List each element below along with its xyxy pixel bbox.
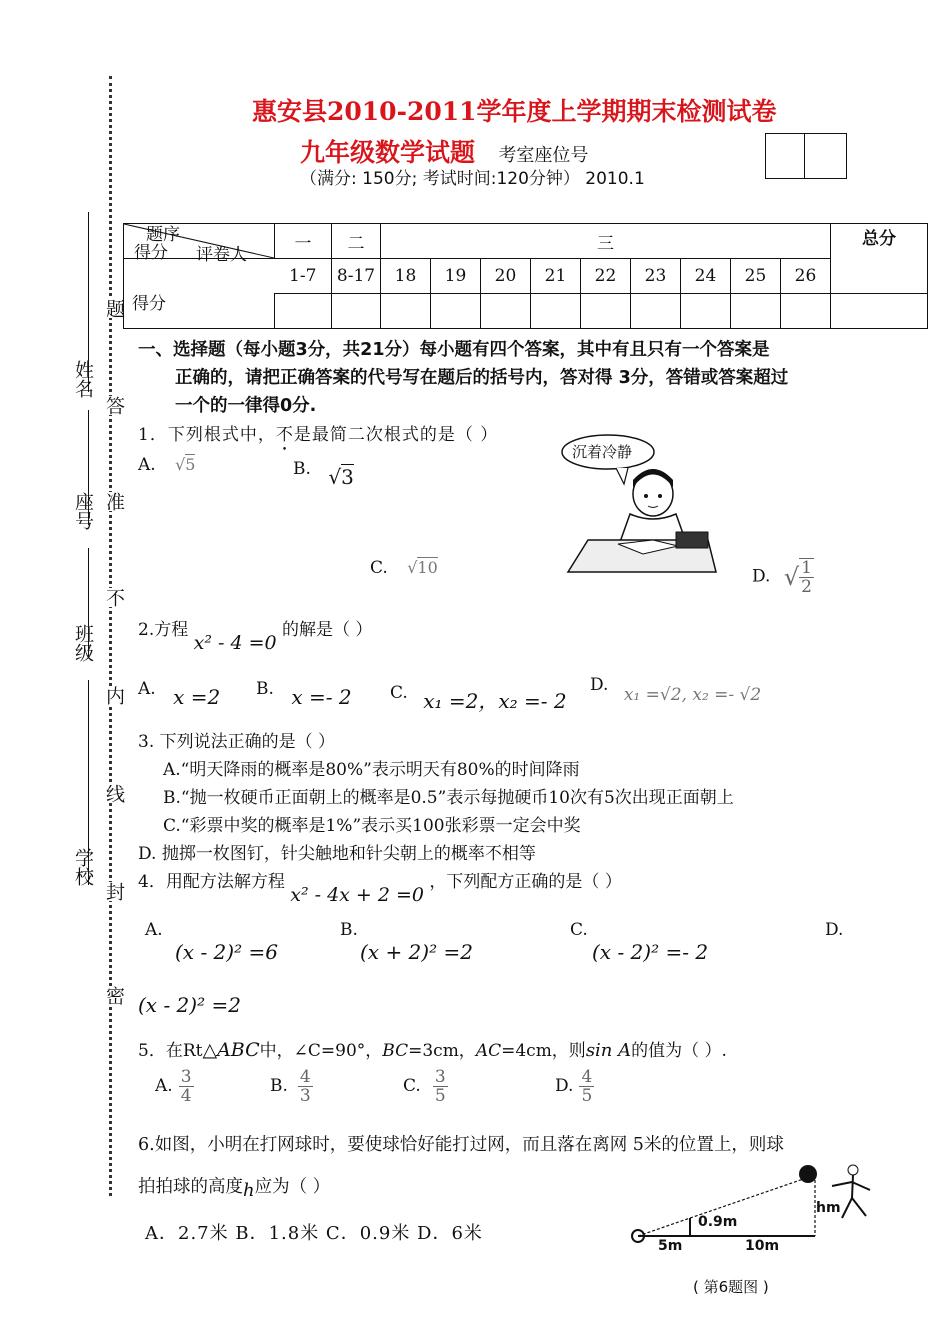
q5-option-a: A. $\frac{3}{4}$ [155,1067,192,1106]
margin-line [88,548,89,658]
q4-option-c: C. (x - 2)² =- 2 [570,920,709,964]
section1-line2: 正确的，请把正确答案的代号写在题后的括号内，答对得 3分，答错或答案超过 [175,368,789,388]
q2-stem: 2.方程 x² - 4 =0 的解是（ ） [138,620,373,654]
total-score: 总分 [831,224,928,294]
q5-option-b: B. $\frac{4}{3}$ [270,1067,311,1106]
margin-field-class: 班级 [72,624,94,662]
cartoon-caption: 沉着冷静 [572,443,633,461]
score-cell[interactable] [731,294,781,329]
q2-option-d: D. x₁ =√2, x₂ =- √2 [590,675,762,705]
q4-equation: x² - 4x + 2 =0 [290,884,425,906]
q1-option-b: B. √3 [293,459,354,489]
q1-a-value: 5 [185,455,196,474]
q1-option-d: D. √ $\frac{1}{2}$ [752,558,812,597]
net-height-label: 0.9m [698,1214,738,1230]
q5-option-d: D. $\frac{4}{5}$ [555,1067,593,1106]
section-three: 三 [381,224,831,259]
q6-line2: 拍拍球的高度h应为（ ） [138,1177,331,1201]
range-cell: 25 [731,259,781,294]
margin-char: 线 [101,784,128,803]
score-cell[interactable] [381,294,431,329]
q4-option-d-label: D. [825,920,844,940]
section-one: 一 [275,224,332,259]
score-cell[interactable] [781,294,831,329]
range-cell: 23 [631,259,681,294]
score-label: 得分 [132,294,166,314]
score-cell[interactable] [681,294,731,329]
q1-option-c: C. √10 [370,558,438,578]
score-cell[interactable] [581,294,631,329]
range-cell: 1-7 [275,259,332,294]
q2-option-c: C. x₁ =2，x₂ =- 2 [390,683,567,713]
figure-caption: ( 第6题图 ) [693,1278,769,1296]
seat-label: 考室座位号 [498,145,589,166]
margin-char: 准 [101,492,128,511]
margin-char: 封 [101,882,128,901]
grader-cell [124,259,275,329]
diag-cell [124,224,275,265]
range-cell: 19 [431,259,481,294]
q5-option-c: C. $\frac{3}{5}$ [403,1067,446,1106]
q2-option-b: B. x =- 2 [256,679,352,709]
score-cell[interactable] [831,294,928,329]
section1-heading: 一、选择题（每小题3分，共21分）每小题有四个答案，其中有且只有一个答案是 [138,340,770,360]
score-cell[interactable] [481,294,531,329]
diag-bottom-left: 得分 [134,243,168,263]
q3-stem: 3. 下列说法正确的是（ ） [138,732,336,752]
q3-option-b: B.“抛一枚硬币正面朝上的概率是0.5”表示每抛硬币10次有5次出现正面朝上 [163,788,734,808]
q1-emphasis: 不 [275,425,294,445]
q2-option-a: A. x =2 [138,679,221,709]
score-cell[interactable] [275,294,332,329]
q5-stem: 5．在Rt△ABC中，∠C=90°，BC=3cm，AC=4cm，则sin A的值为（ ）. [138,1039,727,1061]
margin-line [88,212,89,392]
q1-b-value: 3 [341,465,354,489]
tennis-figure [620,1160,890,1260]
margin-char: 不 [101,588,128,607]
q2-equation: x² - 4 =0 [193,632,277,654]
margin-line [88,680,89,885]
score-cell[interactable] [332,294,381,329]
q1-option-a: A. √5 [138,455,196,475]
score-cell[interactable] [631,294,681,329]
q4-stem: 4．用配方法解方程 x² - 4x + 2 =0 ，下列配方正确的是（ ） [138,872,622,906]
q1-c-value: 10 [417,558,438,577]
seat-number-box[interactable] [765,133,847,179]
exam-subtitle: 九年级数学试题 [300,138,476,167]
q4-option-b: B. (x + 2)² =2 [340,920,473,964]
hm-label: hm [816,1200,841,1216]
margin-char: 内 [101,686,128,705]
exam-info: （满分: 150分; 考试时间:120分钟） 2010.1 [300,169,645,189]
margin-field-name: 姓名 [72,360,94,398]
range-cell: 24 [681,259,731,294]
margin-line [88,410,89,525]
score-cell[interactable] [531,294,581,329]
q4-option-a: A. (x - 2)² =6 [145,920,278,964]
q6-line1: 6.如图，小明在打网球时，要使球恰好能打过网，而且落在离网 5米的位置上，则球 [138,1135,784,1155]
q3-option-a: A.“明天降雨的概率是80%”表示明天有80%的时间降雨 [163,760,580,780]
margin-char: 题 [101,299,128,318]
range-cell: 26 [781,259,831,294]
cartoon-girl-image [558,432,720,582]
distance1-label: 5m [658,1238,683,1254]
margin-char: 密 [101,986,128,1005]
section-two: 二 [332,224,381,259]
diag-top: 题序 [146,225,180,245]
margin-char: 答 [101,396,128,415]
margin-field-seat: 座号 [72,492,94,530]
range-cell: 21 [531,259,581,294]
diag-bottom-right: 评卷人 [196,245,247,265]
q1-stem: 1．下列根式中，不是最简二次根式的是（ ） [138,425,499,445]
range-cell: 20 [481,259,531,294]
range-cell: 22 [581,259,631,294]
q3-option-c: C.“彩票中奖的概率是1%”表示买100张彩票一定会中奖 [163,816,581,836]
distance2-label: 10m [745,1238,780,1254]
range-cell: 8-17 [332,259,381,294]
margin-field-school: 学校 [72,848,94,886]
section1-line3: 一个的一律得0分. [175,396,317,416]
range-cell: 18 [381,259,431,294]
q4-option-d: (x - 2)² =2 [138,993,241,1017]
q3-option-d: D. 抛掷一枚图钉，针尖触地和针尖朝上的概率不相等 [138,844,536,864]
q6-options: A．2.7米 B．1.8米 C．0.9米 D．6米 [145,1223,483,1244]
exam-title: 惠安县2010-2011学年度上学期期末检测试卷 [252,97,777,126]
binding-dotted-line [109,76,112,1196]
score-table [123,223,928,329]
score-cell[interactable] [431,294,481,329]
